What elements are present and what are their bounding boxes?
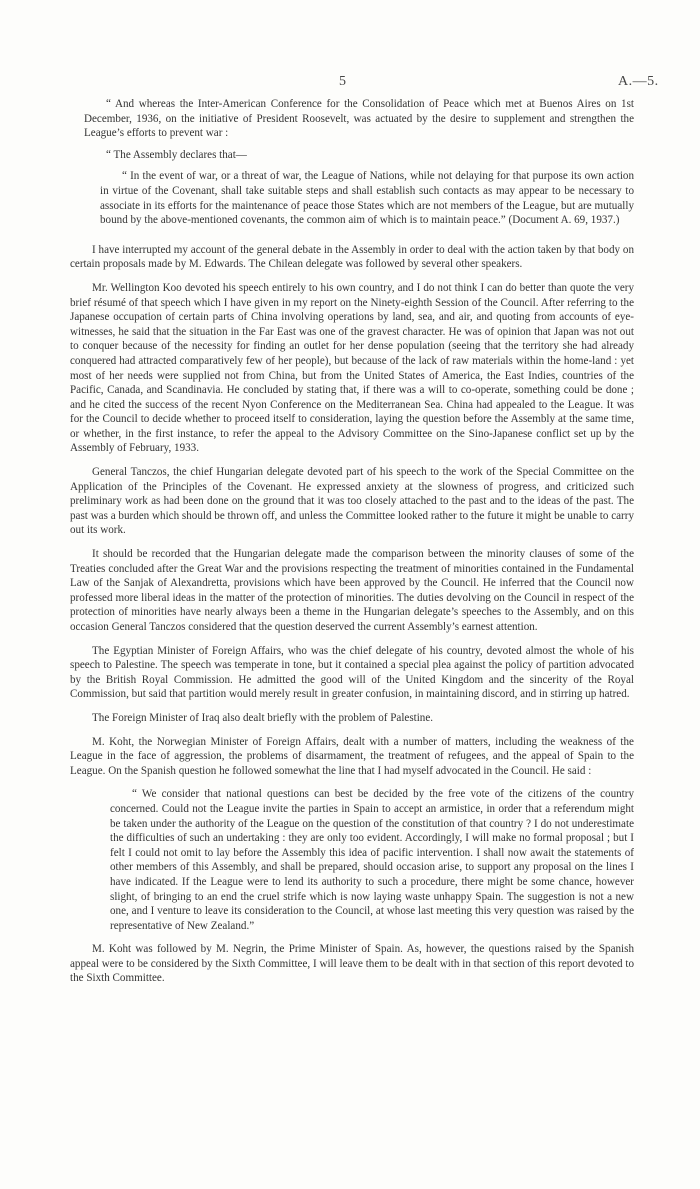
paragraph-general-tanczos: General Tanczos, the chief Hungarian delegate devoted part of his speech to the work of the Special Committee on the Application of the Principles of the Covenant. He expressed anxiety at the slowness of progress, and criticized such preliminary work as had been done on the ground that it was too closely attached to the past and to the ideas of the past. The past was a burden which should be thrown off, and unless the Committee looked rather to the future it might be unable to carry out its work. (70, 466, 634, 537)
document-reference: A.—5. (618, 74, 659, 89)
paragraph-iraq-minister: The Foreign Minister of Iraq also dealt briefly with the problem of Palestine. (92, 711, 434, 724)
paragraph-egyptian-minister: The Egyptian Minister of Foreign Affairs, who was the chief delegate of his country, devoted almost the whole of his speech to Palestine. The speech was temperate in tone, but it contained a special plea against the policy of partition advocated by the British Royal Commission. He admitted the good will of the United Kingdom and the sincerity of the Royal Commission, but said that partition would merely result in greater confusion, in maintaining discord, and in stirring up hatred. (70, 644, 634, 701)
paragraph-hungarian-minorities: It should be recorded that the Hungarian delegate made the comparison between the minority clauses of some of the Treaties concluded after the Great War and the provisions respecting the treatment of minorities contained in the Fundamental Law of the Sanjak of Alexandretta, provisions which have been approved by the Council. He inferred that the Council now professed more liberal ideas in the matter of the protection of minorities. The duties devolving on the Council in respect of the protection of minorities have nearly always been a theme in the Hungarian delegate’s speeches to the Assembly, and on this occasion General Tanczos considered that the question deserved the current Assembly’s earnest attention. (70, 548, 634, 633)
paragraph-m-koht: M. Koht, the Norwegian Minister of Foreign Affairs, dealt with a number of matters, including the weakness of the League in the face of aggression, the problems of disarmament, the treatment of refugees, and the appeal of Spain to the League. On the Spanish question he followed somewhat the line that I had myself advocated in the Council. He said : (70, 735, 634, 777)
paragraph-m-negrin: M. Koht was followed by M. Negrin, the Prime Minister of Spain. As, however, the questions raised by the Spanish appeal were to be considered by the Sixth Committee, I will leave them to be dealt with in that section of this report devoted to the Sixth Committee. (70, 943, 634, 985)
paragraph-quote-conference: “ And whereas the Inter-American Conference for the Consolidation of Peace which met at Buenos Aires on 1st December, 1936, on the initiative of President Roosevelt, was actuated by the desire to supplement and strengthen the League’s efforts to prevent war : (84, 98, 634, 140)
paragraph-assembly-declares: “ The Assembly declares that— (106, 148, 247, 161)
body-text (70, 97, 634, 986)
paragraph-quote-koht: “ We consider that national questions can best be decided by the free vote of the citizens of the country concerned. Could not the League invite the parties in Spain to accept an armistice, in order that a referendum might be taken under the authority of the League on the question of the constitution of that country ? I do not underestimate the difficulties of such an undertaking : they are only too evident. Accordingly, I will make no formal proposal ; but I felt I could not omit to lay before the Assembly this idea of pacific intervention. I shall now await the statements of other members of this Assembly, and shall be prepared, should occasion arise, to support any proposal on the lines I have indicated. If the League were to lend its authority to such a procedure, there might be some chance, however slight, of bringing to an end the cruel strife which is now laying waste unhappy Spain. The suggestion is not a new one, and I venture to leave its consideration to the Council, at whose last meeting this very question was raised by the representative of New Zealand.” (110, 788, 634, 932)
page-number: 5 (339, 74, 346, 89)
paragraph-wellington-koo: Mr. Wellington Koo devoted his speech entirely to his own country, and I do not think I can do better than quote the very brief résumé of that speech which I have given in my report on the Ninety-eighth Session of the Council. After referring to the Japanese occupation of certain parts of China involving operations by land, sea, and air, and quoting from accounts of eye-witnesses, he said that the situation in the Far East was one of the gravest character. He was of opinion that Japan was not out to conquer because of the necessity for finding an outlet for her dense population (seeing that the territory she had already conquered had attracted comparatively few of her people), but because of the lack of raw materials within the home-land : yet most of her needs were supplied not from China, but from the United States of America, the East Indies, countries of the Pacific, Canada, and Scandinavia. He concluded by stating that, if there was a will to co-operate, something could be done ; and he cited the success of the recent Nyon Conference on the Mediterranean Sea. China had appealed to the League. It was for the Council to decide whether to proceed itself to consideration, laying the question before the Assembly at the same time, or whether, in the first instance, to refer the appeal to the Advisory Committee on the Sino-Japanese conflict set up by the Assembly of February, 1933. (70, 281, 634, 455)
paragraph-general-debate: I have interrupted my account of the general debate in the Assembly in order to deal with the action taken by that body on certain proposals made by M. Edwards. The Chilean delegate was followed by several other speakers. (70, 243, 634, 271)
paragraph-quote-declaration: “ In the event of war, or a threat of war, the League of Nations, while not delaying for that purpose its own action in virtue of the Covenant, shall take suitable steps and shall establish such contacts as may appear to be necessary to associate in its efforts for the maintenance of peace those States which are not members of the League, but are mutually bound by the above-mentioned covenants, the common aim of which is to maintain peace.” (Document A. 69, 1937.) (100, 170, 634, 227)
